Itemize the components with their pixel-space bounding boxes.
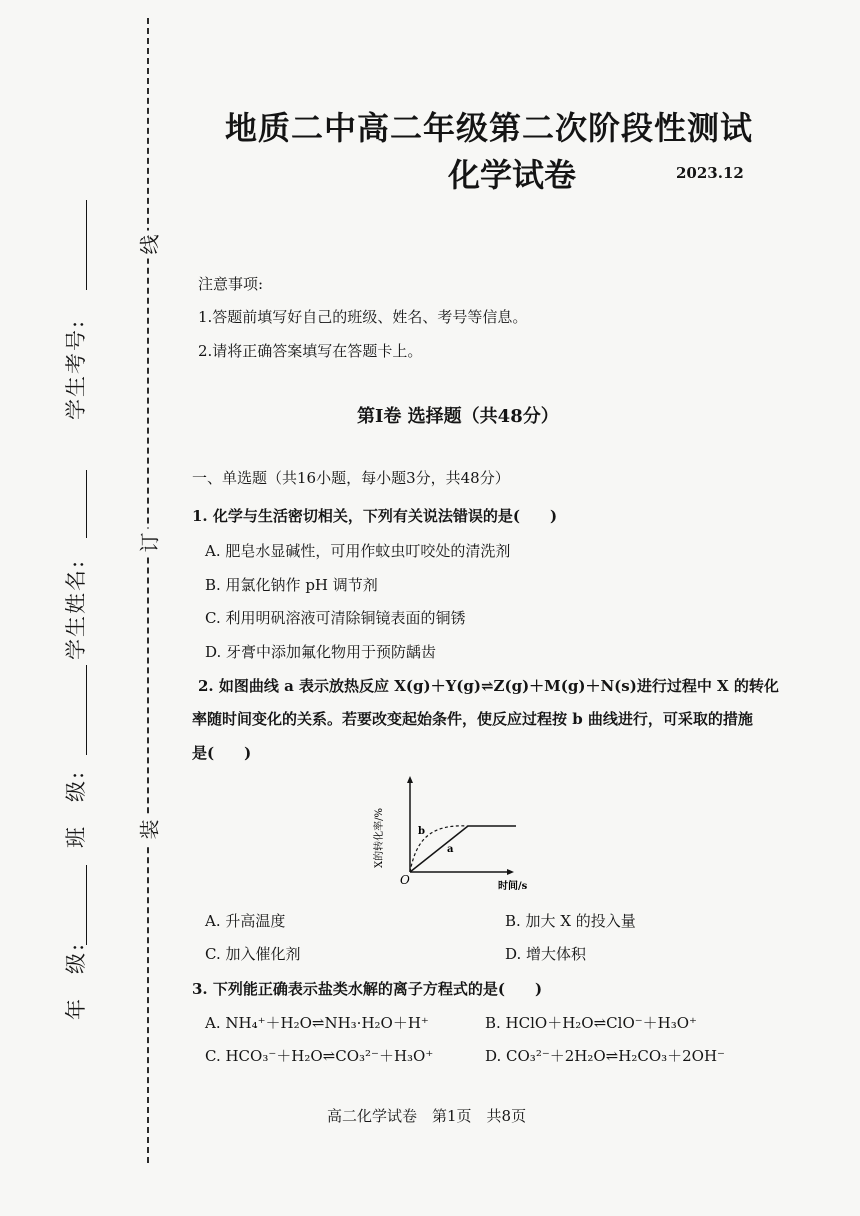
section-title: 第Ⅰ卷 选择题（共48分） <box>357 406 559 427</box>
question-1-option-d: D. 牙膏中添加氟化物用于预防龋齿 <box>205 643 437 661</box>
student-name-underline <box>86 470 87 538</box>
binding-dashed-line <box>147 18 149 1163</box>
question-2-stem-line1: 2. 如图曲线 a 表示放热反应 X(g)＋Y(g)⇌Z(g)＋M(g)＋N(s)进行过程中 X 的转化 <box>198 677 779 695</box>
question-1-option-b: B. 用氯化钠作 pH 调节剂 <box>205 576 378 594</box>
student-id-label: 学生考号: <box>64 318 88 420</box>
page-footer: 高二化学试卷 第1页 共8页 <box>327 1107 527 1125</box>
question-2-option-c: C. 加入催化剂 <box>205 945 301 963</box>
notice-item: 2.请将正确答案填写在答题卡上。 <box>198 342 423 360</box>
exam-subtitle: 化学试卷 <box>448 156 577 194</box>
grade-label: 年 级: <box>64 941 88 1020</box>
seal-char-zhuang: 装 <box>134 816 163 844</box>
graph-curve-b-label: b <box>418 826 425 837</box>
question-1-option-a: A. 肥皂水显碱性，可用作蚊虫叮咬处的清洗剂 <box>205 542 511 560</box>
graph-x-label: 时间/s <box>498 881 528 892</box>
question-2-option-d: D. 增大体积 <box>505 945 587 963</box>
question-3-stem: 3. 下列能正确表示盐类水解的离子方程式的是( ) <box>192 980 543 998</box>
graph-y-arrow-icon <box>407 776 413 783</box>
graph-y-label: X的转化率/% <box>374 808 385 868</box>
question-2-option-a: A. 升高温度 <box>205 912 286 930</box>
question-1-option-c: C. 利用明矾溶液可清除铜镜表面的铜锈 <box>205 609 466 627</box>
question-3-option-d: D. CO₃²⁻＋2H₂O⇌H₂CO₃＋2OH⁻ <box>485 1047 725 1065</box>
question-3-option-c: C. HCO₃⁻＋H₂O⇌CO₃²⁻＋H₃O⁺ <box>205 1047 434 1065</box>
exam-date: 2023.12 <box>676 164 744 182</box>
question-3-option-a: A. NH₄⁺＋H₂O⇌NH₃·H₂O＋H⁺ <box>205 1014 429 1032</box>
class-label: 班 级: <box>64 769 88 848</box>
notice-heading: 注意事项: <box>198 275 264 293</box>
notice-item: 1.答题前填写好自己的班级、姓名、考号等信息。 <box>198 308 528 326</box>
conversion-rate-graph <box>370 768 540 893</box>
class-underline <box>86 665 87 755</box>
seal-char-xian: 线 <box>134 231 163 259</box>
student-name-label: 学生姓名: <box>64 558 88 660</box>
part-intro: 一、单选题（共16小题，每小题3分，共48分） <box>192 469 510 487</box>
exam-title: 地质二中高二年级第二次阶段性测试 <box>225 109 754 147</box>
question-2-stem-line3: 是( ) <box>192 744 252 762</box>
question-3-option-b: B. HClO＋H₂O⇌ClO⁻＋H₃O⁺ <box>485 1014 697 1032</box>
graph-origin-label: O <box>400 873 410 887</box>
grade-underline <box>86 865 87 945</box>
seal-char-ding: 订 <box>134 529 163 557</box>
graph-curve-a-label: a <box>447 844 454 855</box>
question-2-option-b: B. 加大 X 的投入量 <box>505 912 636 930</box>
question-2-stem-line2: 率随时间变化的关系。若要改变起始条件，使反应过程按 b 曲线进行，可采取的措施 <box>192 710 753 728</box>
student-id-underline <box>86 200 87 290</box>
question-1-stem: 1. 化学与生活密切相关，下列有关说法错误的是( ) <box>192 507 558 525</box>
graph-x-arrow-icon <box>507 869 514 875</box>
